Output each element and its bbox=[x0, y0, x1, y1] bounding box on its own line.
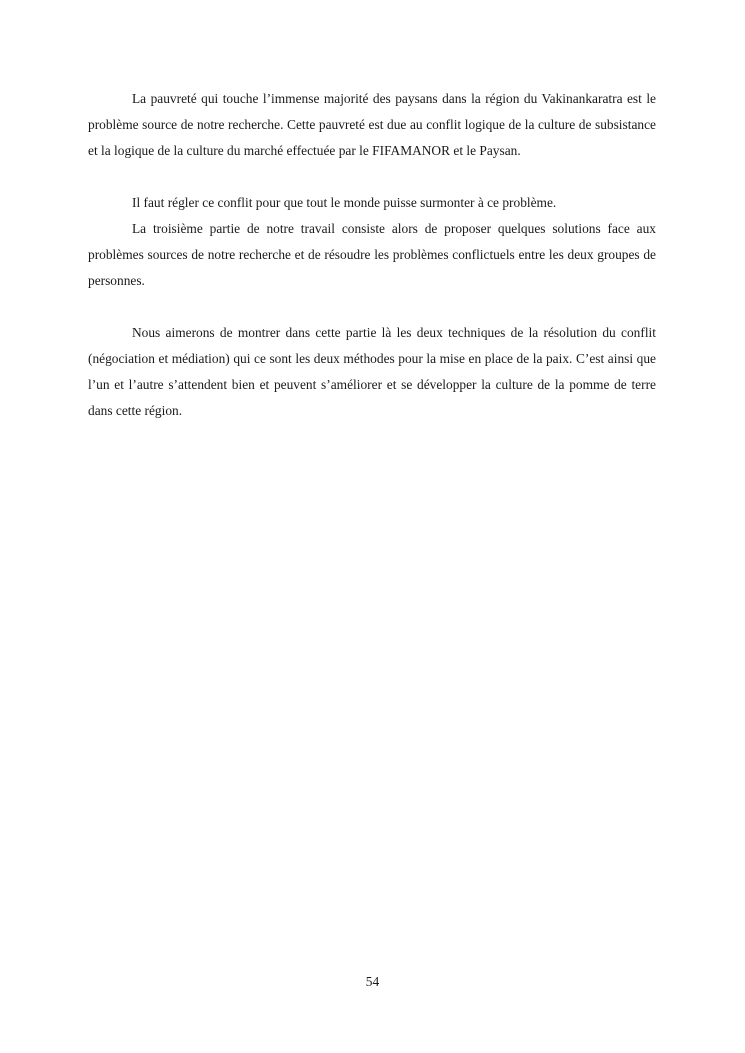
paragraph-2: Il faut régler ce conflit pour que tout le monde puisse surmonter à ce problème. bbox=[132, 195, 557, 210]
paragraph-3: La troisième partie de notre travail consiste alors de proposer quelques solutions face aux problèmes sources de notre recherche et de résoudre les problèmes conflictuels entre les deux groupes de personnes. bbox=[88, 221, 656, 288]
paragraph-gap bbox=[88, 164, 656, 190]
paragraph-gap bbox=[88, 294, 656, 320]
paragraph-1: La pauvreté qui touche l’immense majorité des paysans dans la région du Vakinankaratra est le problème source de notre recherche. Cette pauvreté est due au conflit logique de la culture de subsistance et la logique de la culture du marché effectuée par le FIFAMANOR et le Paysan. bbox=[88, 91, 656, 158]
page-number: 54 bbox=[365, 974, 380, 989]
paragraph-4: Nous aimerons de montrer dans cette partie là les deux techniques de la résolution du conflit (négociation et médiation) qui ce sont les deux méthodes pour la mise en place de la paix. C’est ainsi que l’un et l’autre s’attendent bien et peuvent s’améliorer et se développer la culture de la pomme de terre dans cette région. bbox=[88, 325, 656, 418]
body-text bbox=[88, 86, 656, 424]
